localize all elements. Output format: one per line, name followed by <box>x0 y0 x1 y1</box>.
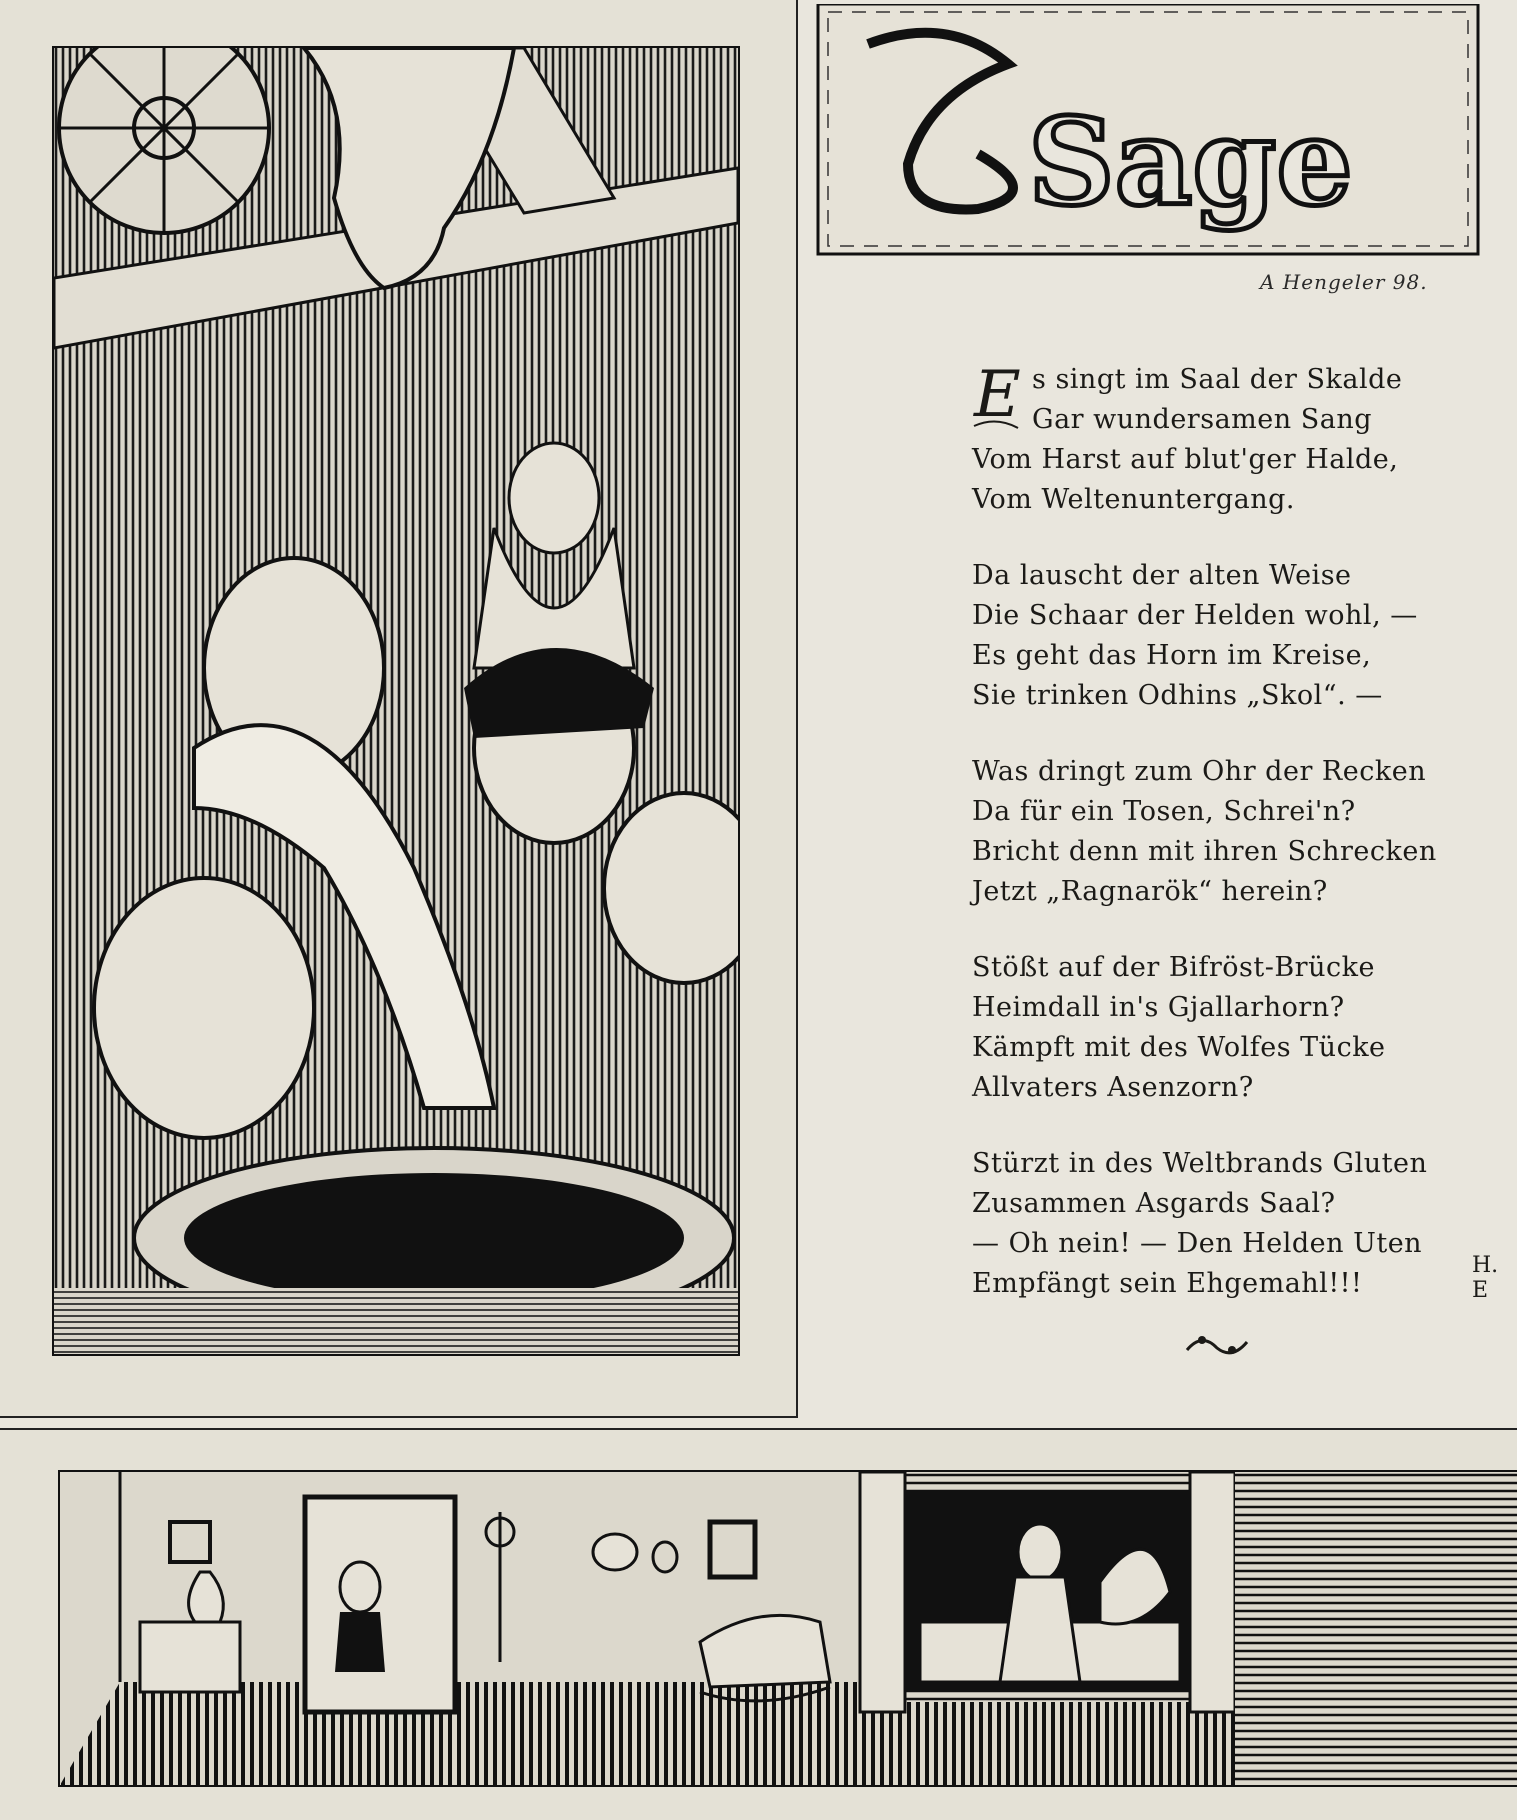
author-initials: H. E <box>1472 1253 1499 1303</box>
poem-line: Stürzt in des Weltbrands Gluten <box>972 1148 1428 1179</box>
stanza-5 <box>972 1144 1512 1304</box>
poem-line: Gar wundersamen Sang <box>1032 404 1372 435</box>
flourish-ornament <box>1182 1330 1252 1360</box>
poem-line: Da für ein Tosen, Schrei'n? <box>972 796 1356 827</box>
poem-line: Sie trinken Odhins „Skol“. — <box>972 680 1383 711</box>
poem-line: Die Schaar der Helden wohl, — <box>972 600 1418 631</box>
poem-line: Allvaters Asenzorn? <box>972 1072 1254 1103</box>
poem-line: Zusammen Asgards Saal? <box>972 1188 1336 1219</box>
poem-line: — Oh nein! — Den Helden Uten <box>972 1228 1423 1259</box>
artist-signature: A Hengeler 98. <box>1260 270 1428 294</box>
stanza-4 <box>972 948 1512 1108</box>
poem-line: Vom Weltenuntergang. <box>972 484 1295 515</box>
stanza-3 <box>972 752 1512 912</box>
poem-line: Stößt auf der Bifröst-Brücke <box>972 952 1375 983</box>
poem-line: Was dringt zum Ohr der Recken <box>972 756 1427 787</box>
drop-cap-ornament <box>970 356 1022 436</box>
svg-text:E: E <box>974 358 1022 432</box>
title-text: Sage <box>1028 92 1353 233</box>
poem-line: Empfängt sein Ehgemahl!!! <box>972 1268 1363 1299</box>
stanza-1 <box>972 360 1512 520</box>
bedroom-scene-illustration <box>58 1470 1517 1787</box>
viking-feast-drawing <box>54 48 738 1354</box>
poem-line: Da lauscht der alten Weise <box>972 560 1352 591</box>
stanza-2 <box>972 556 1512 716</box>
poem-line: s singt im Saal der Skalde <box>1032 364 1403 395</box>
poem-line: Heimdall in's Gjallarhorn? <box>972 992 1345 1023</box>
poem-line: Vom Harst auf blut'ger Halde, <box>972 444 1399 475</box>
poem-line: Kämpft mit des Wolfes Tücke <box>972 1032 1386 1063</box>
viking-feast-illustration <box>52 46 740 1356</box>
poem-line: Es geht das Horn im Kreise, <box>972 640 1372 671</box>
poem <box>972 360 1512 1340</box>
poem-line: Jetzt „Ragnarök“ herein? <box>972 876 1328 907</box>
poem-line: Bricht denn mit ihren Schrecken <box>972 836 1437 867</box>
bedroom-scene-drawing <box>60 1472 1517 1785</box>
title-board <box>808 4 1488 266</box>
